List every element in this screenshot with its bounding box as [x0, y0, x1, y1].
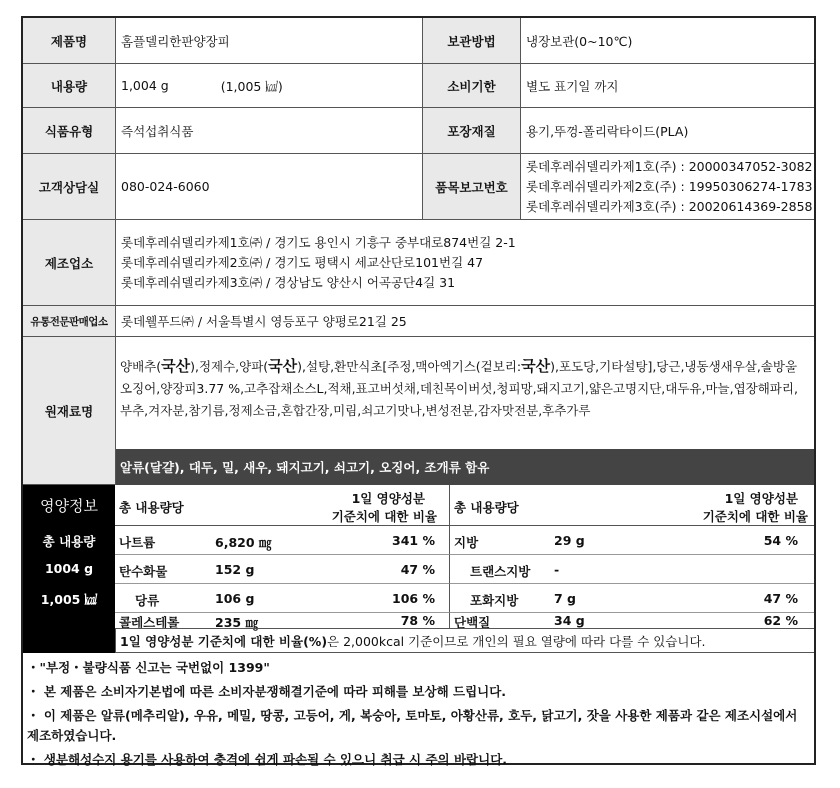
distributor-value: 롯데웰푸드㈜ / 서울특별시 영등포구 양평로21길 25	[115, 306, 814, 336]
manufacturer-line-3: 롯데후레쉬델리카제3호㈜ / 경상남도 양산시 어곡공단4길 31	[121, 274, 456, 290]
nutrition-note-rest: 은 2,000kcal 기준이므로 개인의 필요 열량에 따라 다를 수 있습니다.	[327, 634, 706, 649]
nutrient-amount: 106 g	[215, 591, 255, 606]
notice-1: ・"부정・불량식품 신고는 국번없이 1399"	[27, 660, 270, 675]
ingredients-text	[115, 337, 814, 449]
storage-label: 보관방법	[422, 18, 520, 63]
nutrient-dv: 341 %	[392, 533, 435, 548]
nutrient-amount: 34 g	[554, 613, 585, 628]
notices	[23, 658, 814, 770]
net-content-weight: 1,004 g	[121, 78, 169, 93]
total-label: 총 내용량	[42, 534, 96, 549]
header-dv2-left: 기준치에 대한 비율	[331, 509, 437, 524]
nutrient-name: 단백질	[454, 615, 491, 630]
report-line-3: 롯데후레쉬델리카제3호(주) : 20020614369-2858	[526, 198, 813, 214]
nutrition-side-panel	[23, 485, 115, 653]
report-label: 품목보고번호	[422, 154, 520, 219]
origin-3: 국산	[521, 357, 551, 375]
customer-value: 080-024-6060	[115, 154, 422, 219]
packaging-label: 포장재질	[422, 108, 520, 153]
ingredients-seg-3: ),설탕,환만식초[주정,맥아엑기스(겉보리:	[297, 359, 522, 374]
notice-3: ・ 이 제품은 알류(메추리알), 우유, 메밀, 땅콩, 고등어, 게, 복숭아, 토마토, 아황산류, 호두, 닭고기, 잣을 사용한 제품과 같은 제조시설에서 제조하였습니다.	[27, 708, 798, 743]
header-dv1-left: 1일 영양성분	[351, 491, 425, 506]
allergy-bar: 알류(달걀), 대두, 밀, 새우, 돼지고기, 쇠고기, 오징어, 조개류 함유	[115, 449, 814, 485]
nutrient-amount: 6,820 ㎎	[215, 535, 272, 550]
expiry-label: 소비기한	[422, 64, 520, 107]
nutrient-name: 지방	[454, 535, 479, 550]
ingredients-seg-2: ),정제수,양파(	[190, 359, 269, 374]
row-distributor	[23, 306, 814, 337]
storage-value: 냉장보관(0~10℃)	[520, 18, 814, 63]
product-name-value: 홈플델리한판양장피	[115, 18, 422, 63]
nutrient-dv: 47 %	[763, 591, 798, 606]
nutrition-header-left	[115, 485, 449, 526]
nutrition-title: 영양정보	[40, 497, 98, 515]
nutrition-note-bold: 1일 영양성분 기준치에 대한 비율(%)	[120, 634, 328, 649]
total-kcal: 1,005 ㎉	[40, 592, 98, 607]
nutrient-dv: 47 %	[400, 562, 435, 577]
food-type-value: 즉석섭취식품	[115, 108, 422, 153]
nutrition-header-right	[449, 485, 814, 526]
ingredients-seg-1: 양배추(	[120, 359, 162, 374]
net-content-value	[115, 64, 422, 107]
row-manufacturer	[23, 220, 814, 306]
nutrient-row-sugars	[115, 584, 449, 613]
nutrient-row-fat	[449, 526, 814, 555]
nutrient-row-cholesterol	[115, 613, 449, 628]
nutrient-row-trans-fat	[449, 555, 814, 584]
notice-2: ・ 본 제품은 소비자기본법에 따른 소비자분쟁해결기준에 따라 피해를 보상해 드립니다.	[27, 684, 507, 699]
nutrient-dv: 54 %	[763, 533, 798, 548]
header-dv1-right: 1일 영양성분	[724, 491, 798, 506]
origin-1: 국산	[161, 357, 191, 375]
ingredients-label: 원재료명	[23, 337, 115, 484]
manufacturer-values	[115, 220, 814, 305]
row-customer	[23, 154, 814, 220]
product-name-label: 제품명	[23, 18, 115, 63]
nutrient-name: 트랜스지방	[470, 564, 531, 579]
nutrient-name: 당류	[135, 593, 160, 608]
notice-4: ・ 생분해성수지 용기를 사용하여 충격에 쉽게 파손될 수 있으니 취급 시 주의 바랍니다.	[27, 752, 508, 767]
food-type-label: 식품유형	[23, 108, 115, 153]
row-net-content	[23, 64, 814, 108]
manufacturer-label: 제조업소	[23, 220, 115, 305]
nutrient-row-sodium	[115, 526, 449, 555]
manufacturer-line-1: 롯데후레쉬델리카제1호㈜ / 경기도 용인시 기흥구 중부대로874번길 2-1	[121, 234, 516, 250]
nutrient-name: 콜레스테롤	[119, 615, 180, 630]
nutrient-amount: -	[554, 562, 560, 577]
header-per-right: 총 내용량당	[454, 500, 519, 515]
row-ingredients	[23, 337, 814, 485]
nutrient-amount: 29 g	[554, 533, 585, 548]
nutrient-name: 포화지방	[470, 593, 519, 608]
header-dv2-right: 기준치에 대한 비율	[702, 509, 808, 524]
nutrient-dv: 106 %	[392, 591, 435, 606]
report-line-2: 롯데후레쉬델리카제2호(주) : 19950306274-1783	[526, 178, 813, 194]
nutrient-dv: 62 %	[763, 613, 798, 628]
food-label	[21, 16, 816, 765]
ingredients-seg-4: ),포도당,기타설탕],당근,냉동생새우살,솔방울오징어,양장피3.77 %,고추잡채소스L,적채,표고버섯채,데친목이버섯,청피망,돼지고기,얇은고명지단,대두유,마늘,엽장해파리,부추,겨자분,참기름,정제소금,혼합간장,미림,쇠고기맛나,변성전분,감자맛전분,후추가루	[120, 359, 798, 418]
nutrient-name: 나트륨	[119, 535, 156, 550]
nutrient-amount: 7 g	[554, 591, 576, 606]
report-values	[520, 154, 814, 219]
nutrient-name: 탄수화물	[119, 564, 168, 579]
nutrient-amount: 235 ㎎	[215, 615, 258, 630]
total-amount: 1004 g	[44, 561, 94, 576]
nutrient-row-protein	[449, 613, 814, 628]
net-content-label: 내용량	[23, 64, 115, 107]
report-line-1: 롯데후레쉬델리카제1호(주) : 20000347052-3082	[526, 158, 813, 174]
nutrient-row-carbs	[115, 555, 449, 584]
nutrition-note	[115, 628, 814, 653]
packaging-value: 용기,뚜껑-폴리락타이드(PLA)	[520, 108, 814, 153]
nutrition-table	[23, 485, 814, 653]
nutrient-dv: 78 %	[400, 613, 435, 628]
nutrient-row-sat-fat	[449, 584, 814, 613]
customer-label: 고객상담실	[23, 154, 115, 219]
net-content-kcal: (1,005 ㎉)	[220, 78, 283, 94]
distributor-label: 유통전문판매업소	[23, 306, 115, 336]
origin-2: 국산	[268, 357, 298, 375]
manufacturer-line-2: 롯데후레쉬델리카제2호㈜ / 경기도 평택시 세교산단로101번길 47	[121, 254, 484, 270]
nutrient-amount: 152 g	[215, 562, 255, 577]
expiry-value: 별도 표기일 까지	[520, 64, 814, 107]
row-product-name	[23, 18, 814, 64]
header-per-left: 총 내용량당	[119, 500, 184, 515]
row-food-type	[23, 108, 814, 154]
